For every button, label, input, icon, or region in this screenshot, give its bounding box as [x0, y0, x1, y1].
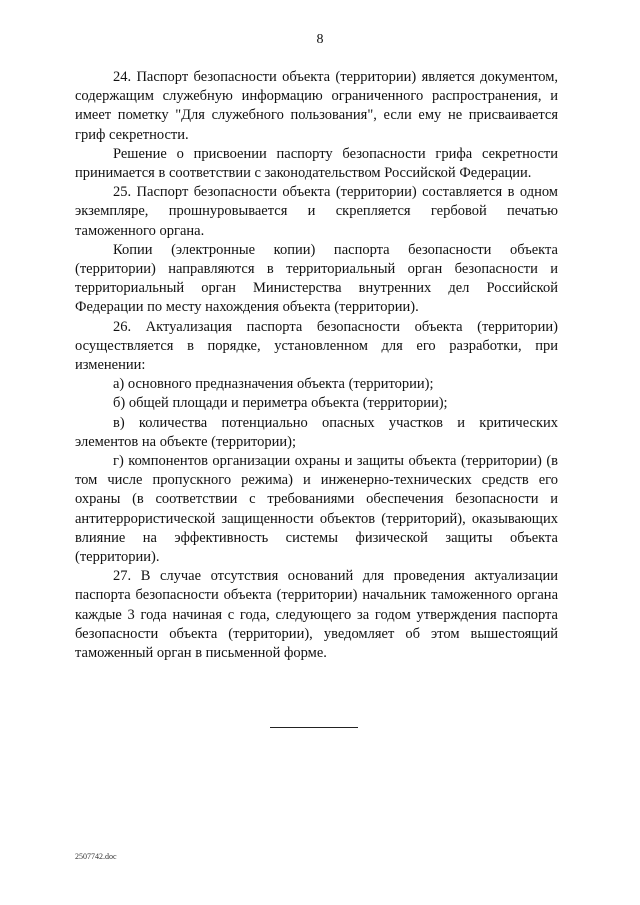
- list-item-b: б) общей площади и периметра объекта (территории);: [113, 395, 448, 412]
- paragraph-25: 25. Паспорт безопасности объекта (территории) составляется в одном экземпляре, прошнуровывается и скрепляется гербовой печатью таможенного органа.: [75, 184, 558, 239]
- paragraph-26: 26. Актуализация паспорта безопасности объекта (территории) осуществляется в порядке, установленном для его разработки, при изменении:: [75, 318, 558, 374]
- page-number: 8: [316, 32, 324, 47]
- list-item-g: г) компонентов организации охраны и защиты объекта (территории) (в том числе пропускного режима) и инженерно-технических средств его охраны (в соответствии с требованиями обеспечения безопасности и антитеррористической защищенности объектов (территорий), оказывающих влияние на эффективность системы физической защиты объекта (территории).: [75, 453, 558, 566]
- paragraph-27: 27. В случае отсутствия оснований для проведения актуализации паспорта безопасности объекта (территории) начальник таможенного органа каждые 3 года начиная с года, следующего за годом утверждения паспорта безопасности объекта (территории), уведомляет об этом вышестоящий таможенный орган в письменной форме.: [75, 568, 558, 662]
- end-of-text-divider: [270, 727, 358, 728]
- list-item-a: а) основного предназначения объекта (территории);: [113, 376, 434, 393]
- paragraph-copies: Копии (электронные копии) паспорта безопасности объекта (территории) направляются в территориальный орган безопасности и территориальный орган Министерства внутренних дел Российской Федерации по месту нахождения объекта (территории).: [75, 241, 558, 316]
- list-item-v: в) количества потенциально опасных участков и критических элементов на объекте (территории);: [75, 414, 558, 450]
- paragraph-secrecy-decision: Решение о присвоении паспорту безопасности грифа секретности принимается в соответствии с законодательством Российской Федерации.: [75, 145, 558, 182]
- paragraph-24: 24. Паспорт безопасности объекта (территории) является документом, содержащим служебную информацию ограниченного распространения, и имеет пометку "Для служебного пользования", если ему не присваивается гриф секретности.: [75, 69, 558, 143]
- document-body: [75, 68, 558, 663]
- footer-document-id: 2507742.doc: [75, 852, 117, 861]
